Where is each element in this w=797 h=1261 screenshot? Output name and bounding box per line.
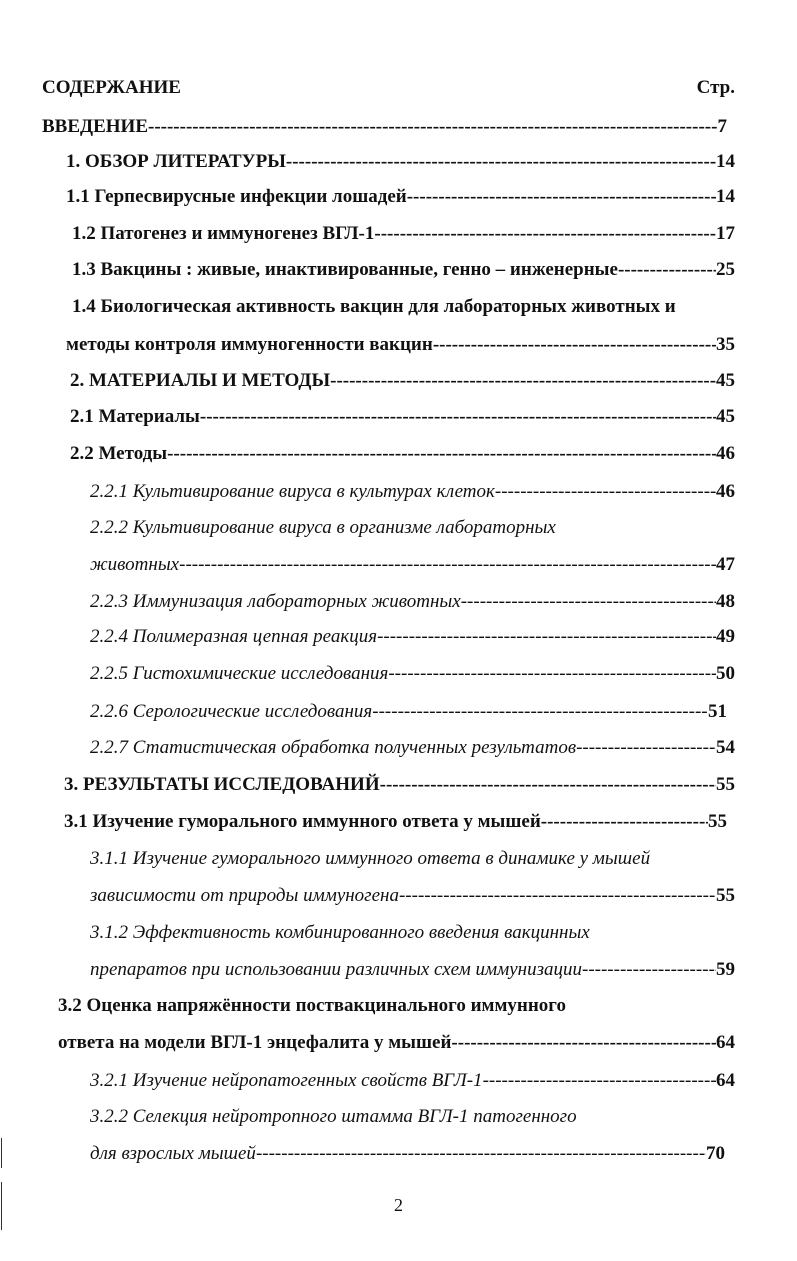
dash-leader [576, 735, 716, 761]
toc-entry-title: 2.2.7 Статистическая обработка полученных результатов [90, 737, 577, 758]
toc-entry-title: 2.2.1 Культивирование вируса в культурах клеток [90, 481, 495, 502]
dash-leader [451, 1030, 716, 1056]
toc-entry [90, 883, 735, 909]
dash-leader [372, 699, 708, 725]
toc-entry [90, 624, 735, 650]
toc-entry-title: животных [90, 554, 180, 575]
dash-leader [374, 221, 716, 247]
toc-entry-title: 2. МАТЕРИАЛЫ И МЕТОДЫ [70, 370, 331, 391]
toc-entry-title: методы контроля иммуногенности вакцин [66, 334, 433, 355]
dash-leader [495, 479, 716, 505]
toc-entry-title: 2.2 Методы [70, 443, 168, 464]
toc-entry [90, 846, 650, 872]
toc-entry-page: 14 [716, 151, 735, 172]
page-column-label: Стр. [696, 77, 735, 98]
toc-entry-page: 55 [716, 774, 735, 795]
dash-leader [541, 809, 708, 835]
toc-entry [58, 1030, 735, 1056]
toc-entry-page: 55 [716, 885, 735, 906]
toc-entry [72, 257, 735, 283]
dash-leader [148, 114, 718, 140]
toc-entry-title: 3.1.1 Изучение гуморального иммунного ответа в динамике у мышей [90, 848, 651, 869]
toc-entry-page: 35 [716, 334, 735, 355]
toc-entry-page: 54 [716, 737, 735, 758]
toc-entry-title: для взрослых мышей [90, 1143, 256, 1164]
toc-entry-title: ответа на модели ВГЛ-1 энцефалита у мышей [58, 1032, 452, 1053]
dash-leader [179, 552, 716, 578]
toc-entry [90, 1141, 725, 1167]
dash-leader [399, 883, 716, 909]
dash-leader [461, 589, 716, 615]
toc-entry-title: 1.3 Вакцины : живые, инактивированные, генно – инженерные [72, 259, 618, 280]
page-number: 2 [394, 1195, 403, 1215]
toc-entry [90, 735, 735, 761]
toc-entry-page: 46 [716, 443, 735, 464]
toc-entry-page: 50 [716, 663, 735, 684]
toc-entry-title: 1.1 Герпесвирусные инфекции лошадей [66, 186, 407, 207]
toc-entry [90, 552, 735, 578]
toc-entry-title: 2.1 Материалы [70, 406, 200, 427]
toc-entry-page: 59 [716, 959, 735, 980]
toc-entry-title: зависимости от природы иммуногена [90, 885, 399, 906]
toc-entry [90, 515, 556, 541]
toc-entry-page: 17 [716, 223, 735, 244]
toc-entry-title: 3.2.1 Изучение нейропатогенных свойств ВГЛ-1 [90, 1070, 483, 1091]
toc-entry [66, 149, 735, 175]
toc-entry [70, 404, 735, 430]
toc-entry-page: 70 [706, 1143, 725, 1164]
toc-entry-title: 1. ОБЗОР ЛИТЕРАТУРЫ [66, 151, 286, 172]
toc-entry [64, 809, 727, 835]
toc-entry [58, 993, 566, 1019]
toc-entry-title: 1.2 Патогенез и иммуногенез ВГЛ-1 [72, 223, 375, 244]
toc-entry [70, 441, 735, 467]
toc-entry [72, 294, 676, 320]
toc-entry-page: 45 [716, 406, 735, 427]
dash-leader [330, 368, 716, 394]
toc-entry [90, 661, 735, 687]
dash-leader [256, 1141, 706, 1167]
toc-entry [90, 920, 590, 946]
dash-leader [377, 624, 716, 650]
toc-entry [70, 368, 735, 394]
toc-entry [66, 184, 735, 210]
dash-leader [286, 149, 716, 175]
toc-entry [90, 957, 735, 983]
toc-entry-title: 3. РЕЗУЛЬТАТЫ ИССЛЕДОВАНИЙ [64, 774, 380, 795]
dash-leader [200, 404, 716, 430]
toc-entry [90, 589, 735, 615]
toc-entry [90, 1104, 577, 1130]
scan-edge-mark [1, 1182, 2, 1230]
toc-entry-page: 55 [708, 811, 727, 832]
dash-leader [380, 772, 716, 798]
toc-entry-page: 49 [716, 626, 735, 647]
toc-entry-title: 3.1 Изучение гуморального иммунного ответа у мышей [64, 811, 541, 832]
toc-entry [90, 1068, 735, 1094]
toc-entry-title: 2.2.4 Полимеразная цепная реакция [90, 626, 378, 647]
toc-entry-title: 1.4 Биологическая активность вакцин для лабораторных животных и [72, 296, 676, 317]
dash-leader [388, 661, 716, 687]
toc-entry-page: 46 [716, 481, 735, 502]
dash-leader [618, 257, 716, 283]
toc-entry-page: 64 [716, 1032, 735, 1053]
toc-entry-title: 3.2 Оценка напряжённости поствакцинального иммунного [58, 995, 566, 1016]
toc-entry-page: 7 [717, 116, 727, 137]
dash-leader [483, 1068, 716, 1094]
toc-entry-page: 14 [716, 186, 735, 207]
toc-entry-title: 2.2.6 Серологические исследования [90, 701, 373, 722]
toc-entry-page: 47 [716, 554, 735, 575]
dash-leader [407, 184, 716, 210]
toc-entry-title: 3.1.2 Эффективность комбинированного введения вакцинных [90, 922, 590, 943]
dash-leader [167, 441, 716, 467]
toc-entry-page: 25 [716, 259, 735, 280]
toc-entry [90, 479, 735, 505]
toc-entry [90, 699, 727, 725]
toc-entry [42, 114, 727, 140]
toc-entry-title: 3.2.2 Селекция нейротропного штамма ВГЛ-1 патогенного [90, 1106, 577, 1127]
toc-entry-page: 48 [716, 591, 735, 612]
toc-entry-title: 2.2.3 Иммунизация лабораторных животных [90, 591, 461, 612]
toc-entry [64, 772, 735, 798]
scan-edge-mark [1, 1138, 2, 1168]
toc-entry [72, 221, 735, 247]
toc-entry-page: 51 [708, 701, 727, 722]
toc-entry-title: препаратов при использовании различных схем иммунизации [90, 959, 582, 980]
dash-leader [582, 957, 716, 983]
toc-entry-title: 2.2.5 Гистохимические исследования [90, 663, 389, 684]
dash-leader [433, 332, 716, 358]
toc-entry-page: 45 [716, 370, 735, 391]
toc-entry-title: ВВЕДЕНИЕ [42, 116, 148, 137]
toc-entry-page: 64 [716, 1070, 735, 1091]
toc-entry [66, 332, 735, 358]
toc-entry-title: 2.2.2 Культивирование вируса в организме лабораторных [90, 517, 556, 538]
page-title: СОДЕРЖАНИЕ [42, 77, 181, 98]
